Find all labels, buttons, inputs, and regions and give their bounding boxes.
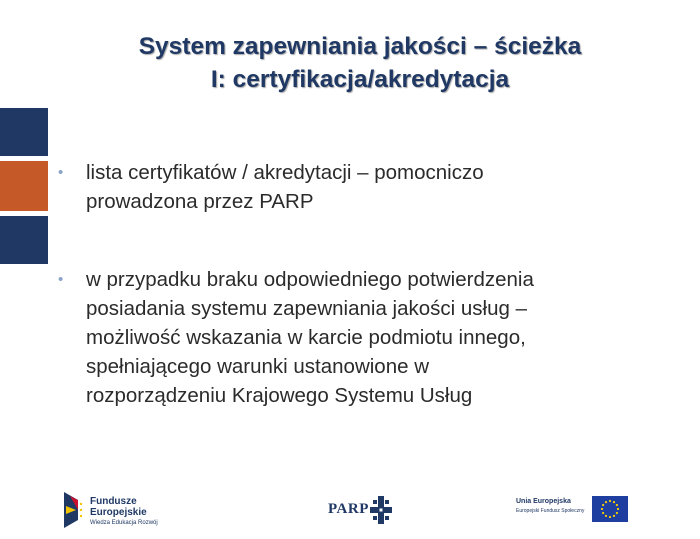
ue-title: Unia Europejska (516, 498, 571, 505)
bullet-item-1 (58, 158, 658, 216)
bullet-2-line-1: w przypadku braku odpowiedniego potwierdzenia (86, 268, 534, 291)
bullet-item-2 (58, 265, 658, 410)
bullet-list (58, 158, 658, 410)
fundusze-europejskie-icon (64, 492, 84, 528)
bullet-2-line-5: rozporządzeniu Krajowego Systemu Usług (86, 384, 473, 407)
accent-bar-orange (0, 161, 48, 211)
bullet-1-line-1: lista certyfikatów / akredytacji – pomocniczo (86, 161, 484, 184)
eu-flag-icon (592, 496, 628, 522)
bullet-2-line-2: posiadania systemu zapewniania jakości usług – (86, 297, 528, 320)
fe-name-line-1: Fundusze (90, 496, 137, 507)
bullet-2-line-4: spełniającego warunki ustanowione w (86, 355, 430, 378)
slide-title (40, 30, 680, 96)
ue-subtitle: Europejski Fundusz Społeczny (516, 508, 585, 514)
title-line-2: I: certyfikacja/akredytacja (210, 66, 510, 93)
fe-name-line-2: Europejskie (90, 507, 147, 518)
accent-bar-navy-bottom (0, 216, 48, 264)
title-line-1: System zapewniania jakości – ścieżka (138, 33, 582, 60)
footer-logos (0, 488, 700, 536)
parp-wordmark: PARP (328, 501, 369, 517)
fe-name (90, 496, 147, 518)
bullet-marker: • (58, 271, 64, 288)
accent-bar-navy-top (0, 108, 48, 156)
bullet-2-line-3: możliwość wskazania w karcie podmiotu innego, (86, 326, 526, 349)
bullet-1-line-2: prowadzona przez PARP (86, 190, 314, 213)
bullet-marker: • (58, 164, 64, 181)
fundusze-europejskie-logo (64, 492, 174, 532)
fe-subtitle: Wiedza Edukacja Rozwój (90, 520, 158, 526)
parp-icon (370, 496, 392, 524)
